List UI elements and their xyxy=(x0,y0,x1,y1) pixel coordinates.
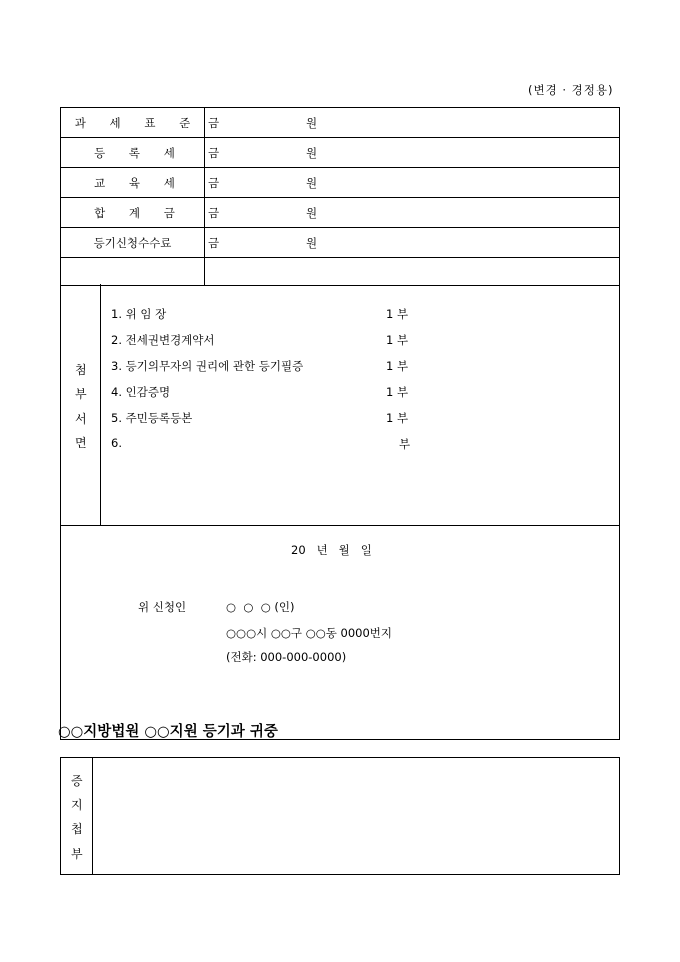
attachments-section xyxy=(61,284,619,526)
attachment-count: 부 xyxy=(399,437,411,451)
fee-amount-field[interactable]: 금 원 xyxy=(205,108,620,138)
fee-label: 과 세 표 준 xyxy=(61,108,205,138)
fee-table xyxy=(61,108,619,286)
fee-row-total xyxy=(61,198,619,228)
attachment-item: 4. 인감증명 xyxy=(111,385,171,399)
fee-label: 등 록 세 xyxy=(61,138,205,168)
fee-row-registration-tax xyxy=(61,138,619,168)
attachment-count: 1 부 xyxy=(386,307,409,321)
signature-section xyxy=(58,526,619,740)
revenue-stamp-label: 증 지 첩 부 xyxy=(61,758,93,874)
attachment-item: 1. 위 임 장 xyxy=(111,307,167,321)
fee-label: 합 계 금 xyxy=(61,198,205,228)
attachment-count: 1 부 xyxy=(386,333,409,347)
revenue-stamp-box xyxy=(60,757,620,875)
blank-label-cell[interactable] xyxy=(61,258,205,286)
fee-amount-field[interactable]: 금 원 xyxy=(205,168,620,198)
blank-value-cell[interactable] xyxy=(205,258,620,286)
applicant-phone: (전화: 000-000-0000) xyxy=(226,650,347,664)
fee-row-blank xyxy=(61,258,619,286)
stamp-attach-area[interactable] xyxy=(93,758,619,874)
attachment-count: 1 부 xyxy=(386,411,409,425)
attachment-item: 3. 등기의무자의 권리에 관한 등기필증 xyxy=(111,359,304,373)
date-line: 20 년 월 일 xyxy=(291,543,372,557)
fee-amount-field[interactable]: 금 원 xyxy=(205,228,620,258)
fee-row-tax-base xyxy=(61,108,619,138)
applicant-label: 위 신청인 xyxy=(138,600,187,614)
fee-amount-field[interactable]: 금 원 xyxy=(205,138,620,168)
court-addressee: ○○지방법원 ○○지원 등기과 귀중 xyxy=(58,723,278,740)
applicant-name: ○ ○ ○ (인) xyxy=(226,600,295,614)
attachments-label: 첨 부 서 면 xyxy=(61,284,101,525)
fee-amount-field[interactable]: 금 원 xyxy=(205,198,620,228)
application-form-box xyxy=(60,107,620,740)
fee-label: 교 육 세 xyxy=(61,168,205,198)
attachment-item: 6. xyxy=(111,436,122,450)
form-usage-note: (변경 · 경정용) xyxy=(528,83,614,97)
applicant-address: ○○○시 ○○구 ○○동 0000번지 xyxy=(226,626,393,640)
attachment-item: 5. 주민등록등본 xyxy=(111,411,193,425)
fee-row-education-tax xyxy=(61,168,619,198)
fee-row-filing-fee xyxy=(61,228,619,258)
attachment-item: 2. 전세권변경계약서 xyxy=(111,333,215,347)
attachment-count: 1 부 xyxy=(386,385,409,399)
attachment-count: 1 부 xyxy=(386,359,409,373)
fee-label: 등기신청수수료 xyxy=(61,228,205,258)
